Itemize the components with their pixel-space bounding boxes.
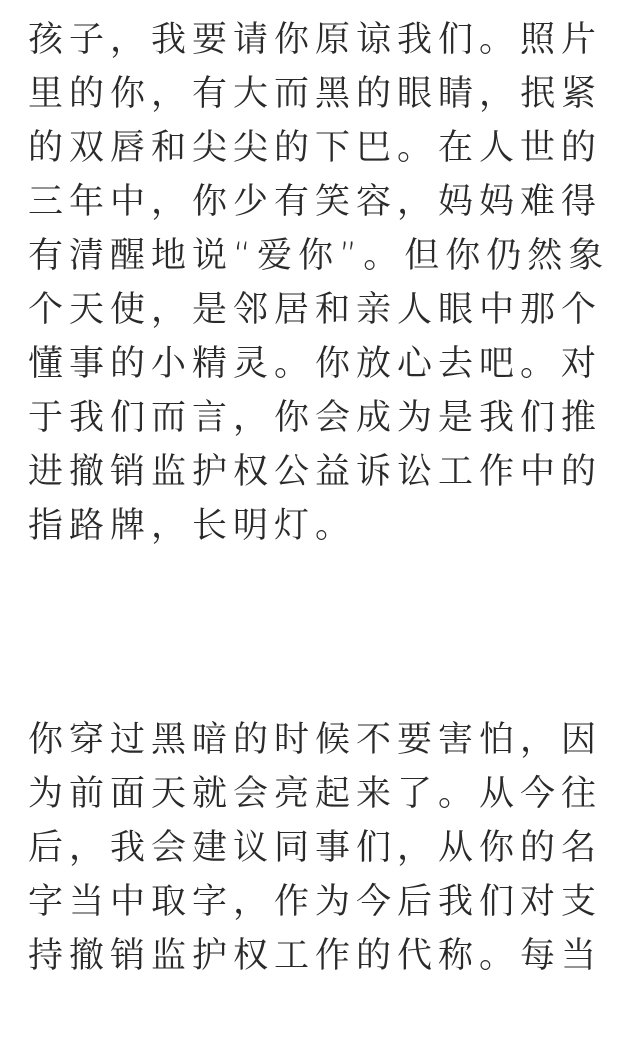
text-line: 指路牌，长明灯。 bbox=[28, 506, 357, 546]
text-line: 里的你，有大而黑的眼睛，抿紧 bbox=[28, 74, 603, 114]
text-line: 进撤销监护权公益诉讼工作中的 bbox=[28, 452, 603, 492]
text-line: 个天使，是邻居和亲人眼中那个 bbox=[28, 290, 603, 330]
text-line: 字当中取字，作为今后我们对支 bbox=[28, 882, 603, 922]
text-line: 孩子，我要请你原谅我们。照片 bbox=[28, 20, 603, 60]
text-line: 懂事的小精灵。你放心去吧。对 bbox=[28, 344, 603, 384]
text-line: 为前面天就会亮起来了。从今往 bbox=[28, 774, 603, 814]
text-line: 的双唇和尖尖的下巴。在人世的 bbox=[28, 128, 603, 168]
paragraph-2 bbox=[28, 713, 628, 983]
text-line: 于我们而言，你会成为是我们推 bbox=[28, 398, 603, 438]
text-line: 持撤销监护权工作的代称。每当 bbox=[28, 936, 603, 976]
paragraph-1 bbox=[28, 13, 628, 553]
text-line: 后，我会建议同事们，从你的名 bbox=[28, 828, 603, 868]
text-line: 有清醒地说“爱你”。但你仍然象 bbox=[28, 236, 610, 276]
text-line: 三年中，你少有笑容，妈妈难得 bbox=[28, 182, 603, 222]
text-line: 你穿过黑暗的时候不要害怕，因 bbox=[28, 720, 603, 760]
